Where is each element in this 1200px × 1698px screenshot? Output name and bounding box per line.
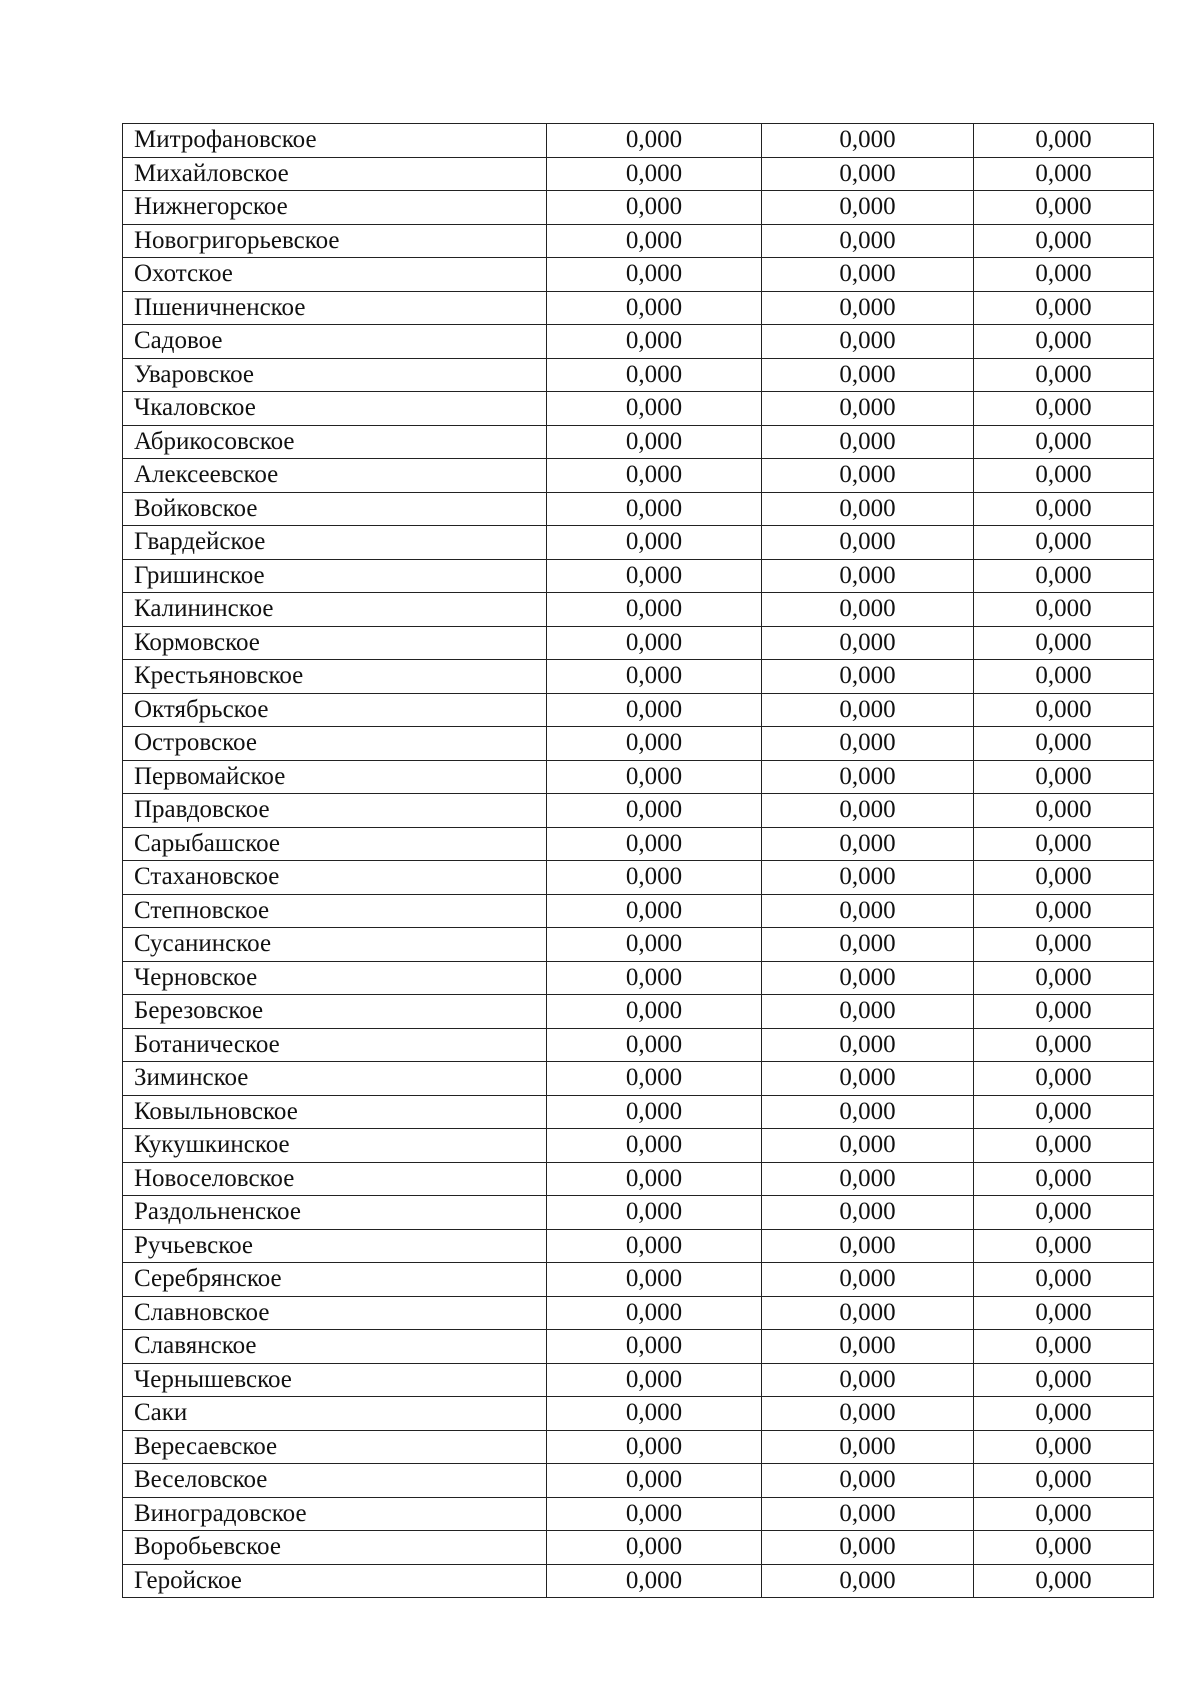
value-cell-3: 0,000	[974, 559, 1154, 593]
value-cell-1: 0,000	[547, 1028, 762, 1062]
value-cell-1: 0,000	[547, 1531, 762, 1565]
value-cell-1: 0,000	[547, 760, 762, 794]
table-row	[123, 593, 1154, 627]
table-row	[123, 1263, 1154, 1297]
value-cell-1: 0,000	[547, 224, 762, 258]
value-cell-2: 0,000	[762, 1028, 974, 1062]
value-cell-2: 0,000	[762, 559, 974, 593]
value-cell-1: 0,000	[547, 1062, 762, 1096]
settlement-name-cell: Чкаловское	[123, 392, 547, 426]
table-row	[123, 660, 1154, 694]
value-cell-1: 0,000	[547, 1162, 762, 1196]
settlement-name-cell: Воробьевское	[123, 1531, 547, 1565]
value-cell-3: 0,000	[974, 1464, 1154, 1498]
value-cell-3: 0,000	[974, 1363, 1154, 1397]
table-row	[123, 157, 1154, 191]
value-cell-1: 0,000	[547, 861, 762, 895]
value-cell-3: 0,000	[974, 1497, 1154, 1531]
value-cell-2: 0,000	[762, 995, 974, 1029]
value-cell-1: 0,000	[547, 1129, 762, 1163]
value-cell-1: 0,000	[547, 1564, 762, 1598]
settlement-name-cell: Славновское	[123, 1296, 547, 1330]
value-cell-2: 0,000	[762, 1531, 974, 1565]
value-cell-3: 0,000	[974, 1129, 1154, 1163]
settlement-name-cell: Калининское	[123, 593, 547, 627]
value-cell-2: 0,000	[762, 1464, 974, 1498]
settlement-name-cell: Сусанинское	[123, 928, 547, 962]
value-cell-2: 0,000	[762, 727, 974, 761]
value-cell-3: 0,000	[974, 1263, 1154, 1297]
value-cell-2: 0,000	[762, 526, 974, 560]
settlement-name-cell: Первомайское	[123, 760, 547, 794]
value-cell-1: 0,000	[547, 157, 762, 191]
value-cell-1: 0,000	[547, 1464, 762, 1498]
value-cell-2: 0,000	[762, 1397, 974, 1431]
value-cell-2: 0,000	[762, 258, 974, 292]
value-cell-2: 0,000	[762, 827, 974, 861]
value-cell-3: 0,000	[974, 526, 1154, 560]
value-cell-2: 0,000	[762, 1129, 974, 1163]
table-row	[123, 258, 1154, 292]
value-cell-2: 0,000	[762, 459, 974, 493]
table-row	[123, 1330, 1154, 1364]
settlement-name-cell: Пшеничненское	[123, 291, 547, 325]
value-cell-3: 0,000	[974, 191, 1154, 225]
settlement-name-cell: Серебрянское	[123, 1263, 547, 1297]
settlement-name-cell: Раздольненское	[123, 1196, 547, 1230]
settlement-name-cell: Вересаевское	[123, 1430, 547, 1464]
value-cell-1: 0,000	[547, 1363, 762, 1397]
value-cell-3: 0,000	[974, 1062, 1154, 1096]
settlement-name-cell: Кукушкинское	[123, 1129, 547, 1163]
value-cell-1: 0,000	[547, 995, 762, 1029]
value-cell-1: 0,000	[547, 291, 762, 325]
settlement-name-cell: Садовое	[123, 325, 547, 359]
table-row	[123, 1564, 1154, 1598]
table-row	[123, 392, 1154, 426]
value-cell-1: 0,000	[547, 325, 762, 359]
value-cell-3: 0,000	[974, 392, 1154, 426]
table-row	[123, 727, 1154, 761]
table-row	[123, 894, 1154, 928]
settlement-name-cell: Березовское	[123, 995, 547, 1029]
table-row	[123, 325, 1154, 359]
table-row	[123, 760, 1154, 794]
table-row	[123, 224, 1154, 258]
table-row	[123, 1296, 1154, 1330]
table-row	[123, 861, 1154, 895]
value-cell-3: 0,000	[974, 693, 1154, 727]
value-cell-1: 0,000	[547, 593, 762, 627]
settlement-name-cell: Славянское	[123, 1330, 547, 1364]
value-cell-2: 0,000	[762, 894, 974, 928]
table-row	[123, 526, 1154, 560]
table-body	[123, 124, 1154, 1598]
value-cell-3: 0,000	[974, 894, 1154, 928]
value-cell-2: 0,000	[762, 1363, 974, 1397]
table-row	[123, 291, 1154, 325]
settlement-name-cell: Правдовское	[123, 794, 547, 828]
value-cell-2: 0,000	[762, 760, 974, 794]
value-cell-1: 0,000	[547, 727, 762, 761]
table-row	[123, 1162, 1154, 1196]
settlement-name-cell: Новогригорьевское	[123, 224, 547, 258]
value-cell-3: 0,000	[974, 1397, 1154, 1431]
value-cell-1: 0,000	[547, 626, 762, 660]
table-row	[123, 827, 1154, 861]
value-cell-2: 0,000	[762, 794, 974, 828]
value-cell-3: 0,000	[974, 258, 1154, 292]
value-cell-1: 0,000	[547, 1497, 762, 1531]
settlement-name-cell: Крестьяновское	[123, 660, 547, 694]
value-cell-3: 0,000	[974, 291, 1154, 325]
settlement-name-cell: Войковское	[123, 492, 547, 526]
table-row	[123, 995, 1154, 1029]
value-cell-1: 0,000	[547, 827, 762, 861]
value-cell-1: 0,000	[547, 1397, 762, 1431]
data-table	[122, 123, 1154, 1598]
settlement-name-cell: Ручьевское	[123, 1229, 547, 1263]
settlement-name-cell: Островское	[123, 727, 547, 761]
settlement-name-cell: Октябрьское	[123, 693, 547, 727]
settlement-name-cell: Веселовское	[123, 1464, 547, 1498]
table-row	[123, 626, 1154, 660]
settlement-name-cell: Михайловское	[123, 157, 547, 191]
value-cell-1: 0,000	[547, 526, 762, 560]
value-cell-3: 0,000	[974, 492, 1154, 526]
settlement-name-cell: Митрофановское	[123, 124, 547, 158]
value-cell-1: 0,000	[547, 1095, 762, 1129]
value-cell-1: 0,000	[547, 1263, 762, 1297]
table-row	[123, 425, 1154, 459]
value-cell-1: 0,000	[547, 1196, 762, 1230]
value-cell-3: 0,000	[974, 1229, 1154, 1263]
value-cell-3: 0,000	[974, 425, 1154, 459]
settlement-name-cell: Алексеевское	[123, 459, 547, 493]
value-cell-2: 0,000	[762, 861, 974, 895]
value-cell-2: 0,000	[762, 1062, 974, 1096]
value-cell-3: 0,000	[974, 961, 1154, 995]
value-cell-1: 0,000	[547, 794, 762, 828]
value-cell-2: 0,000	[762, 224, 974, 258]
settlement-name-cell: Гвардейское	[123, 526, 547, 560]
value-cell-3: 0,000	[974, 861, 1154, 895]
settlement-name-cell: Зиминское	[123, 1062, 547, 1096]
value-cell-2: 0,000	[762, 928, 974, 962]
table-row	[123, 1430, 1154, 1464]
table-row	[123, 794, 1154, 828]
settlement-name-cell: Саки	[123, 1397, 547, 1431]
table-row	[123, 1363, 1154, 1397]
table-row	[123, 1497, 1154, 1531]
table-row	[123, 492, 1154, 526]
value-cell-1: 0,000	[547, 1330, 762, 1364]
table-row	[123, 1229, 1154, 1263]
settlement-name-cell: Геройское	[123, 1564, 547, 1598]
value-cell-1: 0,000	[547, 1229, 762, 1263]
value-cell-1: 0,000	[547, 961, 762, 995]
value-cell-3: 0,000	[974, 224, 1154, 258]
value-cell-1: 0,000	[547, 258, 762, 292]
settlement-name-cell: Гришинское	[123, 559, 547, 593]
value-cell-2: 0,000	[762, 961, 974, 995]
table-row	[123, 1095, 1154, 1129]
value-cell-1: 0,000	[547, 1430, 762, 1464]
settlement-name-cell: Ботаническое	[123, 1028, 547, 1062]
table-row	[123, 459, 1154, 493]
value-cell-2: 0,000	[762, 1263, 974, 1297]
table-row	[123, 693, 1154, 727]
value-cell-2: 0,000	[762, 660, 974, 694]
table-row	[123, 358, 1154, 392]
settlement-name-cell: Сарыбашское	[123, 827, 547, 861]
value-cell-1: 0,000	[547, 392, 762, 426]
value-cell-2: 0,000	[762, 1497, 974, 1531]
value-cell-3: 0,000	[974, 1564, 1154, 1598]
value-cell-2: 0,000	[762, 1196, 974, 1230]
value-cell-3: 0,000	[974, 325, 1154, 359]
value-cell-3: 0,000	[974, 358, 1154, 392]
value-cell-3: 0,000	[974, 727, 1154, 761]
settlement-name-cell: Абрикосовское	[123, 425, 547, 459]
value-cell-3: 0,000	[974, 1162, 1154, 1196]
settlement-name-cell: Виноградовское	[123, 1497, 547, 1531]
value-cell-2: 0,000	[762, 593, 974, 627]
value-cell-3: 0,000	[974, 760, 1154, 794]
value-cell-2: 0,000	[762, 1430, 974, 1464]
value-cell-3: 0,000	[974, 660, 1154, 694]
value-cell-3: 0,000	[974, 995, 1154, 1029]
settlement-name-cell: Степновское	[123, 894, 547, 928]
table-row	[123, 1028, 1154, 1062]
value-cell-2: 0,000	[762, 492, 974, 526]
settlement-name-cell: Кормовское	[123, 626, 547, 660]
value-cell-1: 0,000	[547, 492, 762, 526]
table-row	[123, 1129, 1154, 1163]
value-cell-1: 0,000	[547, 459, 762, 493]
value-cell-2: 0,000	[762, 157, 974, 191]
table-row	[123, 559, 1154, 593]
value-cell-2: 0,000	[762, 626, 974, 660]
table-row	[123, 1196, 1154, 1230]
table-row	[123, 928, 1154, 962]
value-cell-3: 0,000	[974, 928, 1154, 962]
value-cell-2: 0,000	[762, 1564, 974, 1598]
settlement-name-cell: Охотское	[123, 258, 547, 292]
settlement-name-cell: Уваровское	[123, 358, 547, 392]
value-cell-3: 0,000	[974, 1531, 1154, 1565]
value-cell-3: 0,000	[974, 124, 1154, 158]
table-row	[123, 961, 1154, 995]
value-cell-1: 0,000	[547, 124, 762, 158]
value-cell-3: 0,000	[974, 459, 1154, 493]
value-cell-3: 0,000	[974, 157, 1154, 191]
value-cell-1: 0,000	[547, 693, 762, 727]
value-cell-2: 0,000	[762, 358, 974, 392]
value-cell-3: 0,000	[974, 1095, 1154, 1129]
value-cell-1: 0,000	[547, 191, 762, 225]
value-cell-2: 0,000	[762, 124, 974, 158]
settlement-name-cell: Ковыльновское	[123, 1095, 547, 1129]
settlement-name-cell: Стахановское	[123, 861, 547, 895]
value-cell-3: 0,000	[974, 1028, 1154, 1062]
settlement-name-cell: Черновское	[123, 961, 547, 995]
value-cell-3: 0,000	[974, 794, 1154, 828]
value-cell-3: 0,000	[974, 1430, 1154, 1464]
table-row	[123, 1062, 1154, 1096]
value-cell-2: 0,000	[762, 425, 974, 459]
settlement-name-cell: Нижнегорское	[123, 191, 547, 225]
value-cell-2: 0,000	[762, 1296, 974, 1330]
table-row	[123, 191, 1154, 225]
value-cell-3: 0,000	[974, 1330, 1154, 1364]
value-cell-1: 0,000	[547, 559, 762, 593]
value-cell-2: 0,000	[762, 392, 974, 426]
value-cell-3: 0,000	[974, 827, 1154, 861]
value-cell-2: 0,000	[762, 1229, 974, 1263]
table-row	[123, 1531, 1154, 1565]
value-cell-1: 0,000	[547, 1296, 762, 1330]
value-cell-1: 0,000	[547, 425, 762, 459]
value-cell-1: 0,000	[547, 928, 762, 962]
value-cell-2: 0,000	[762, 1162, 974, 1196]
value-cell-3: 0,000	[974, 593, 1154, 627]
settlement-name-cell: Новоселовское	[123, 1162, 547, 1196]
value-cell-2: 0,000	[762, 693, 974, 727]
value-cell-2: 0,000	[762, 1330, 974, 1364]
value-cell-3: 0,000	[974, 1296, 1154, 1330]
value-cell-1: 0,000	[547, 358, 762, 392]
value-cell-3: 0,000	[974, 626, 1154, 660]
settlement-name-cell: Чернышевское	[123, 1363, 547, 1397]
value-cell-2: 0,000	[762, 291, 974, 325]
value-cell-3: 0,000	[974, 1196, 1154, 1230]
table-row	[123, 1397, 1154, 1431]
table-row	[123, 124, 1154, 158]
value-cell-2: 0,000	[762, 325, 974, 359]
value-cell-1: 0,000	[547, 660, 762, 694]
value-cell-1: 0,000	[547, 894, 762, 928]
value-cell-2: 0,000	[762, 1095, 974, 1129]
value-cell-2: 0,000	[762, 191, 974, 225]
table-row	[123, 1464, 1154, 1498]
